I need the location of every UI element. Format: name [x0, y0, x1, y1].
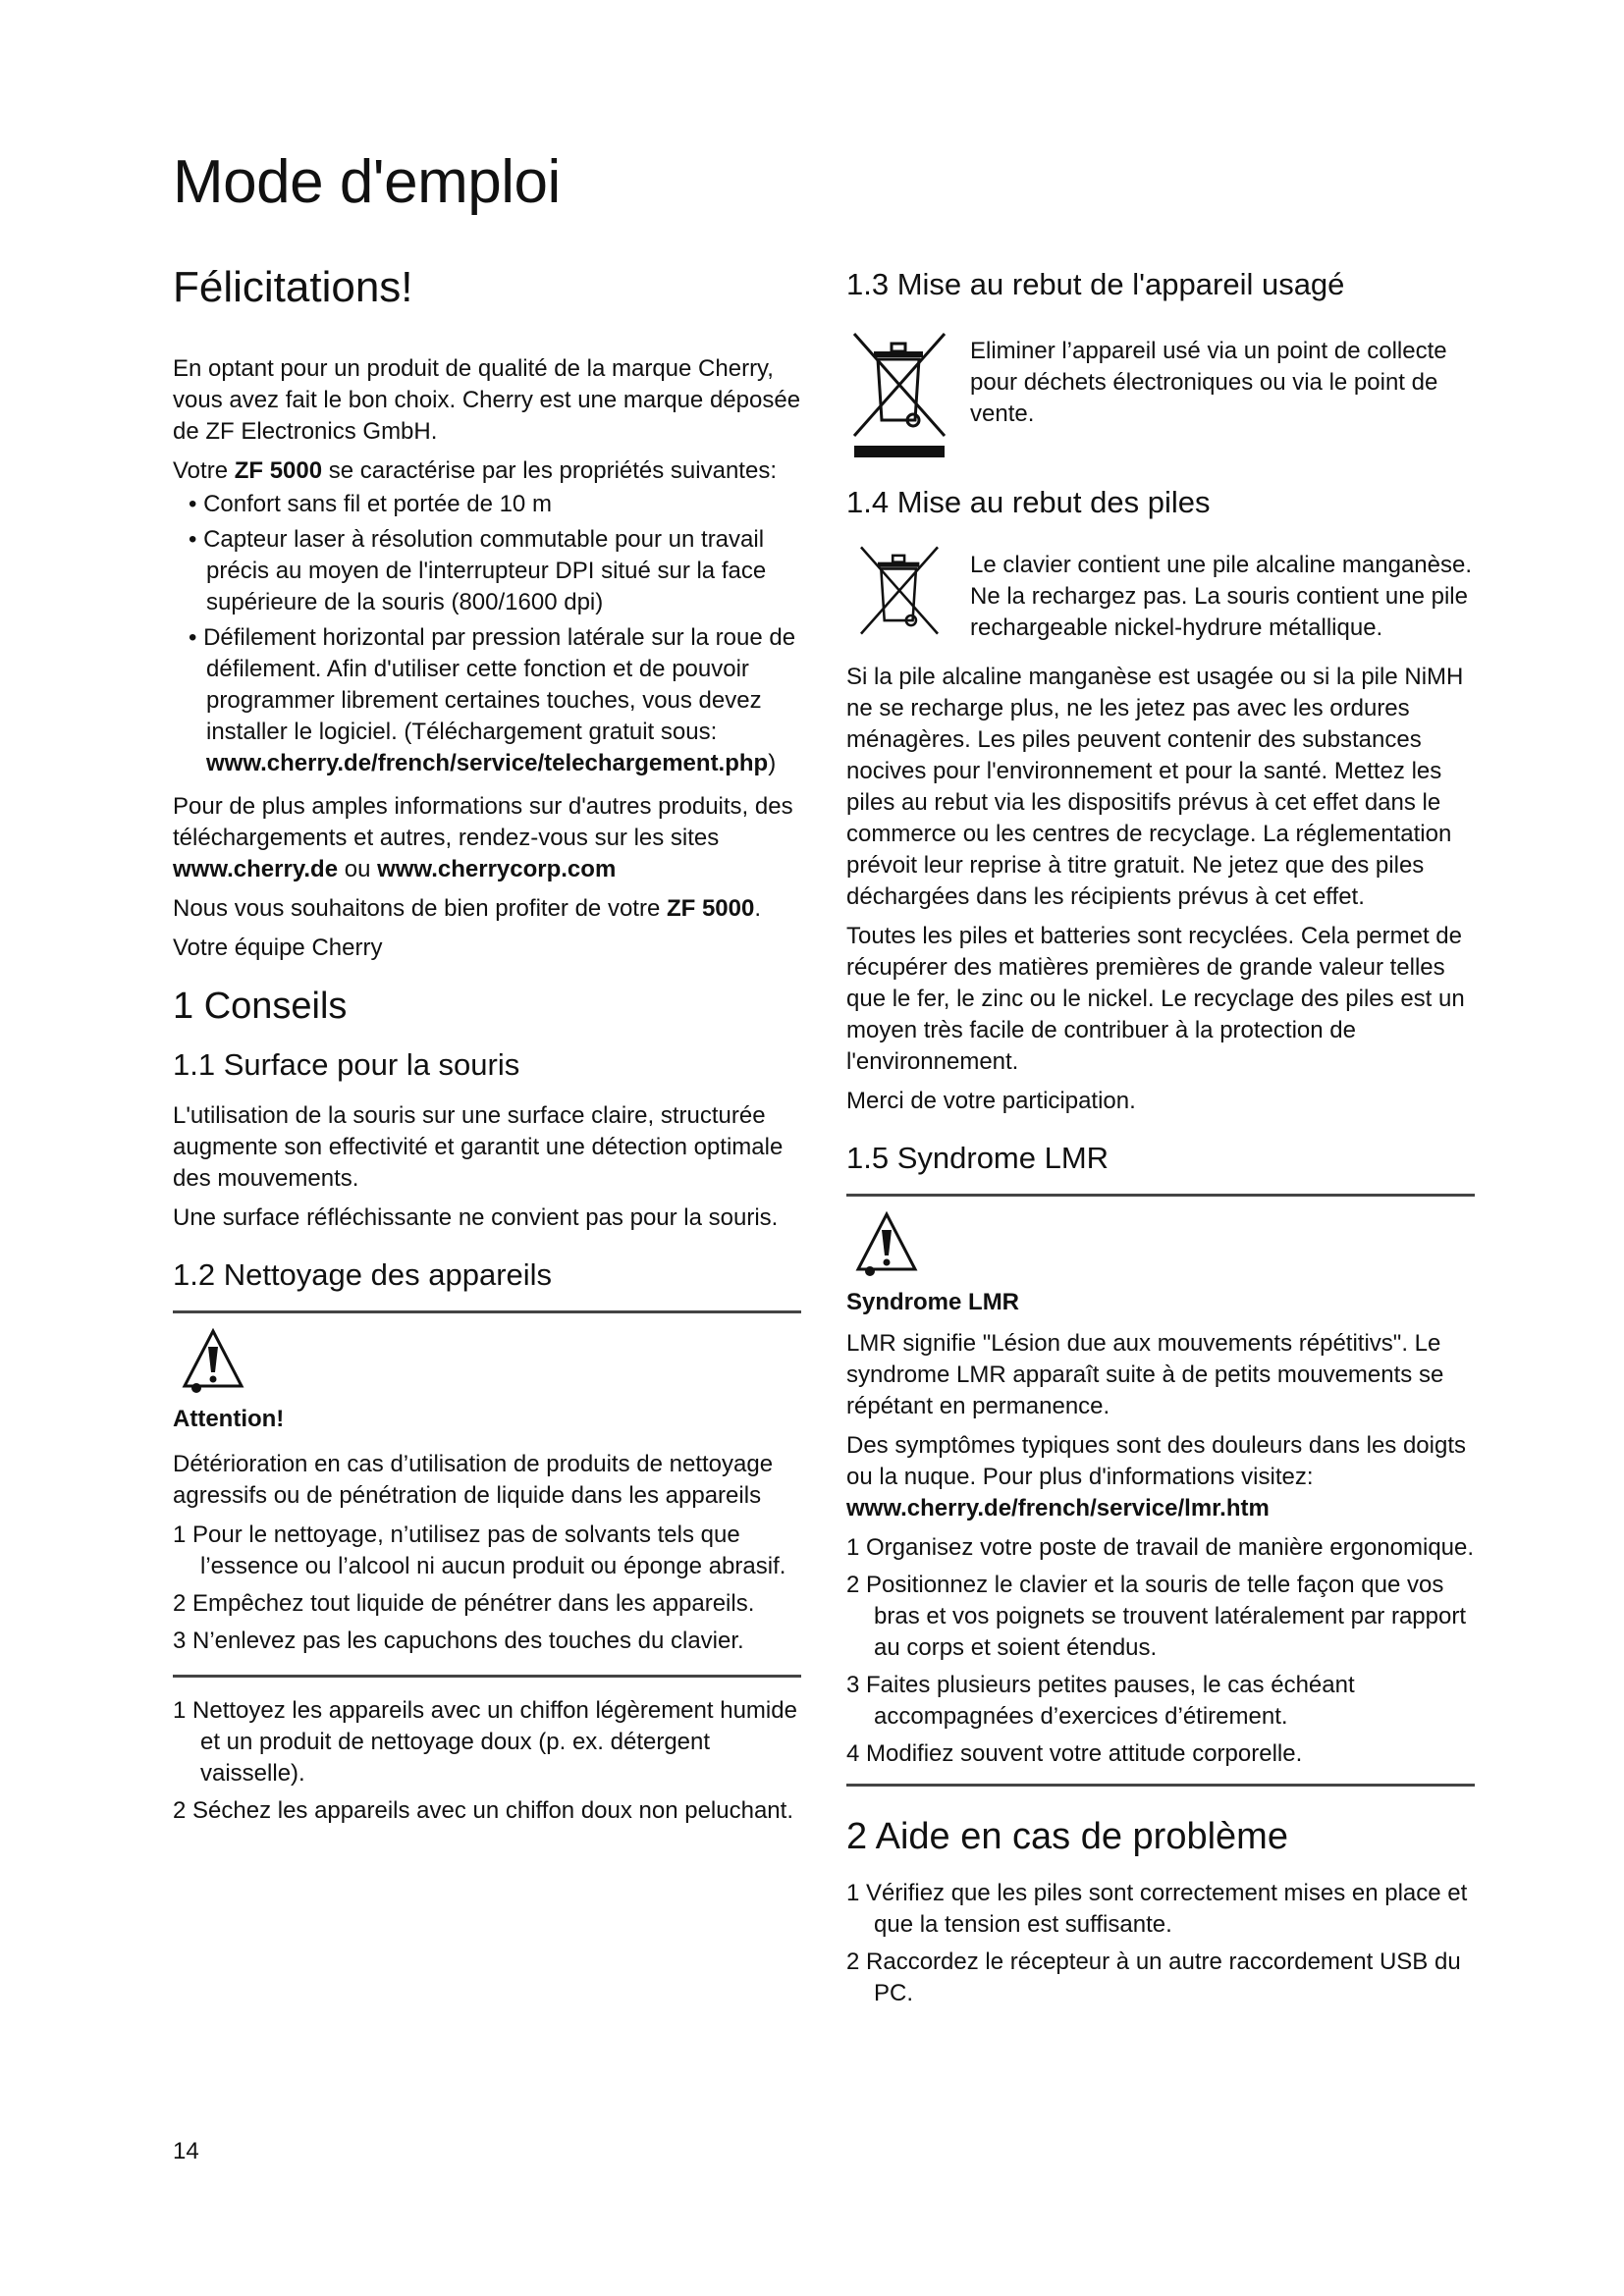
- lmr-label: Syndrome LMR: [846, 1289, 1020, 1315]
- cleaning-item: 2 Séchez les appareils avec un chiffon doux non peluchant.: [173, 1797, 793, 1824]
- cleaning-item: 1 Nettoyez les appareils avec un chiffon légèrement humide et un produit de nettoyage doux (p. ex. détergent vaisselle).: [173, 1697, 797, 1787]
- cherry-link[interactable]: www.cherry.de: [173, 856, 339, 882]
- surface-paragraph-1: L'utilisation de la souris sur une surface claire, structurée augmente son effectivité et garantit une détection optimale des mouvements.: [173, 1102, 784, 1192]
- signature: Votre équipe Cherry: [173, 934, 383, 961]
- feature-list: [173, 489, 801, 779]
- battery-paragraph-3: Merci de votre participation.: [846, 1088, 1136, 1114]
- lmr-item: 2 Positionnez le clavier et la souris de telle façon que vos bras et vos poignets se trouvent latéralement par rapport au corps et soient étendus.: [846, 1572, 1466, 1661]
- feature-item: • Capteur laser à résolution commutable pour un travail précis au moyen de l'interrupteur DPI situé sur la face supérieure de la souris (800/1600 dpi): [173, 524, 801, 618]
- lmr-item: 4 Modifiez souvent votre attitude corporelle.: [846, 1740, 1303, 1767]
- disposal-block: [846, 330, 1475, 459]
- section-1-1-heading: 1.1 Surface pour la souris: [173, 1047, 520, 1082]
- attention-text: Détérioration en cas d’utilisation de produits de nettoyage agressifs ou de pénétration de liquide dans les appareils: [173, 1451, 774, 1509]
- warning-item: 3 N’enlevez pas les capuchons des touches du clavier.: [173, 1628, 744, 1654]
- warning-icon: [179, 1325, 247, 1394]
- lmr-paragraph-1: LMR signifie "Lésion due aux mouvements répétitivs". Le syndrome LMR apparaît suite à de petits mouvements se répétant en permanence.: [846, 1330, 1444, 1419]
- attention-label: Attention!: [173, 1406, 285, 1432]
- section-1-heading: 1 Conseils: [173, 986, 348, 1027]
- cherrycorp-link[interactable]: www.cherrycorp.com: [377, 856, 617, 882]
- more-info-paragraph: Pour de plus amples informations sur d'autres produits, des téléchargements et autres, rendez-vous sur les sites www.cherry.de ou www.cherrycorp.com: [173, 793, 793, 882]
- warning-icon: [852, 1208, 921, 1277]
- lmr-item: 1 Organisez votre poste de travail de manière ergonomique.: [846, 1534, 1475, 1561]
- cleaning-list: [173, 1695, 801, 1827]
- divider: [173, 1310, 801, 1313]
- divider: [846, 1194, 1475, 1197]
- divider: [173, 1675, 801, 1678]
- battery-text: Le clavier contient une pile alcaline manganèse. Ne la rechargez pas. La souris contient une pile rechargeable nickel-hydrure métallique.: [970, 552, 1472, 641]
- help-list: [846, 1878, 1475, 2009]
- product-name: ZF 5000: [234, 457, 323, 484]
- download-link[interactable]: www.cherry.de/french/service/telechargement.php: [206, 750, 769, 776]
- battery-block: [846, 544, 1475, 654]
- page-title: Mode d'emploi: [173, 148, 561, 216]
- crossed-bin-icon: [846, 330, 952, 459]
- section-1-4-heading: 1.4 Mise au rebut des piles: [846, 485, 1211, 519]
- feature-item: • Confort sans fil et portée de 10 m: [173, 489, 801, 520]
- warning-list: [173, 1520, 801, 1657]
- lmr-list: [846, 1532, 1475, 1770]
- divider: [846, 1784, 1475, 1787]
- battery-paragraph-1: Si la pile alcaline manganèse est usagée ou si la pile NiMH ne se recharge plus, ne les jetez pas avec les ordures ménagères. Les piles peuvent contenir des substances nocives pour l'environnement et pour la santé. Mettez les piles au rebut via les dispositifs prévus à cet effet dans le commerce ou les centres de recyclage. La réglementation prévoit leur reprise à titre gratuit. Ne jetez que des piles déchargées dans les récipients prévus à cet effet.: [846, 664, 1464, 910]
- intro-paragraph: En optant pour un produit de qualité de la marque Cherry, vous avez fait le bon choix. Cherry est une marque déposée de ZF Electronics GmbH.: [173, 355, 801, 445]
- feature-item: • Défilement horizontal par pression latérale sur la roue de défilement. Afin d'utiliser cette fonction et de pouvoir programmer librement certaines touches, vous devez installer le logiciel. (Téléchargement gratuit sous: www.cherry.de/french/service/telechargement.php): [173, 622, 801, 779]
- lmr-link[interactable]: www.cherry.de/french/service/lmr.htm: [846, 1495, 1270, 1522]
- features-intro: Votre ZF 5000 se caractérise par les propriétés suivantes:: [173, 457, 777, 484]
- section-1-3-heading: 1.3 Mise au rebut de l'appareil usagé: [846, 267, 1345, 301]
- lmr-paragraph-2: Des symptômes typiques sont des douleurs dans les doigts ou la nuque. Pour plus d'informations visitez: www.cherry.de/french/service/lmr.htm: [846, 1432, 1466, 1522]
- battery-paragraph-2: Toutes les piles et batteries sont recyclées. Cela permet de récupérer des matières premières de grande valeur telles que le fer, le zinc ou le nickel. Le recyclage des piles est un moyen très facile de contribuer à la protection de l'environnement.: [846, 923, 1465, 1075]
- warning-item: 1 Pour le nettoyage, n’utilisez pas de solvants tels que l’essence ou l’alcool ni aucun produit ou éponge abrasif.: [173, 1522, 786, 1579]
- right-column: [846, 267, 1475, 2017]
- wish-paragraph: Nous vous souhaitons de bien profiter de votre ZF 5000.: [173, 895, 762, 922]
- congratulations-heading: Félicitations!: [173, 263, 413, 311]
- section-1-5-heading: 1.5 Syndrome LMR: [846, 1141, 1110, 1175]
- help-item: 1 Vérifiez que les piles sont correctement mises en place et que la tension est suffisante.: [846, 1880, 1468, 1938]
- warning-item: 2 Empêchez tout liquide de pénétrer dans les appareils.: [173, 1590, 755, 1617]
- surface-paragraph-2: Une surface réfléchissante ne convient pas pour la souris.: [173, 1204, 779, 1231]
- left-column: [173, 263, 801, 1835]
- lmr-item: 3 Faites plusieurs petites pauses, le cas échéant accompagnées d’exercices d’étirement.: [846, 1672, 1355, 1730]
- page-number: 14: [173, 2138, 199, 2164]
- disposal-text: Eliminer l’appareil usé via un point de collecte pour déchets électroniques ou via le point de vente.: [970, 338, 1447, 427]
- section-2-heading: 2 Aide en cas de problème: [846, 1816, 1288, 1857]
- help-item: 2 Raccordez le récepteur à un autre raccordement USB du PC.: [846, 1949, 1461, 2006]
- crossed-bin-icon: [846, 544, 952, 654]
- section-1-2-heading: 1.2 Nettoyage des appareils: [173, 1257, 553, 1292]
